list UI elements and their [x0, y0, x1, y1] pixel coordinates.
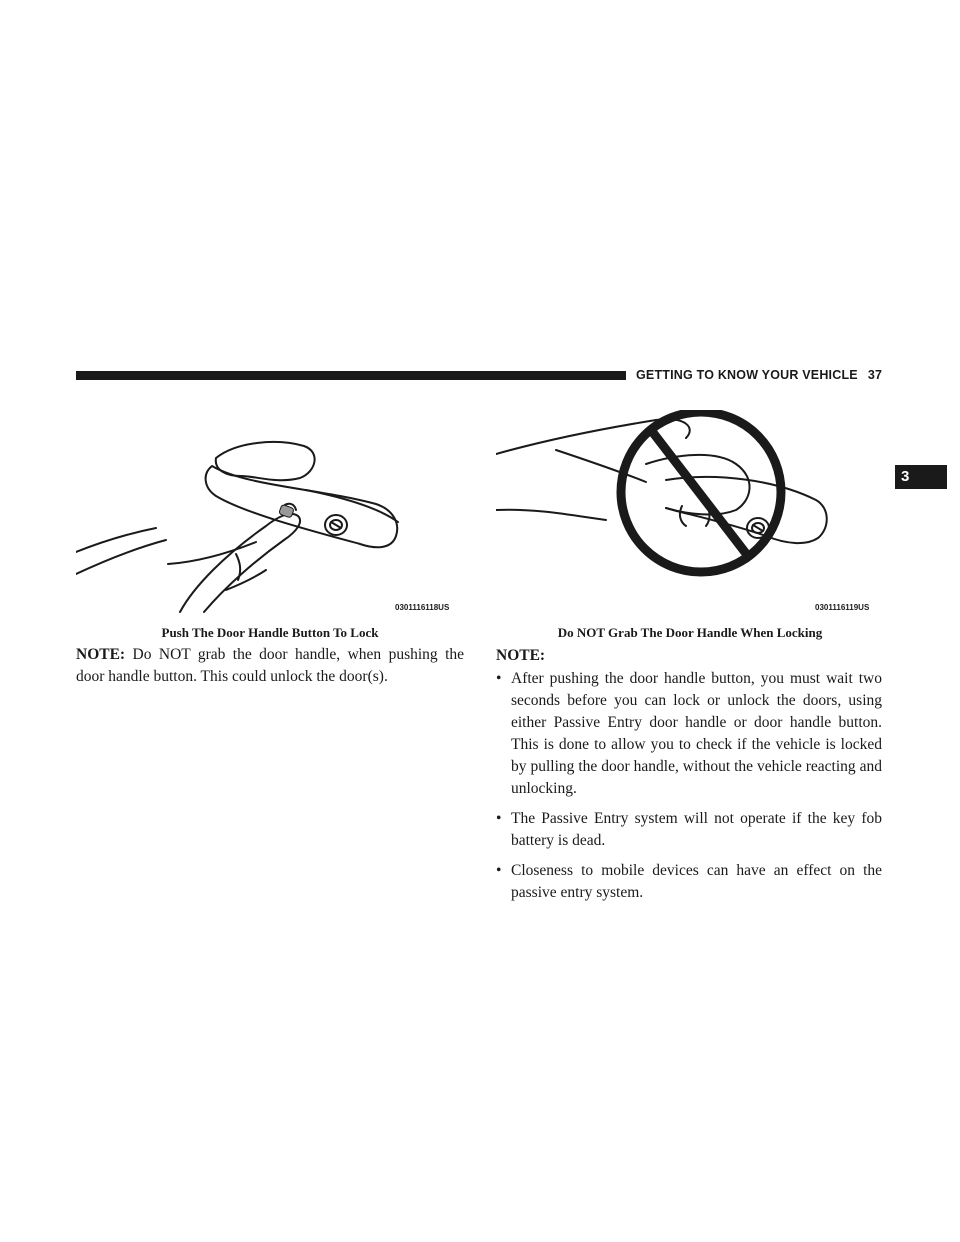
list-item: • Closeness to mobile devices can have an effect on the passive entry system. [496, 862, 882, 901]
note-bullet-list [496, 668, 882, 912]
page-number: 37 [867, 368, 883, 382]
figure-caption: Do NOT Grab The Door Handle When Locking [557, 625, 823, 640]
figure-caption: Push The Door Handle Button To Lock [161, 625, 379, 640]
running-header [636, 368, 882, 382]
door-handle-grab-prohibited-illustration [496, 410, 886, 605]
list-item: • After pushing the door handle button, you must wait two seconds before you can lock or unlock the doors, using either Passive Entry door handle or door handle button. This is done to allow you to check if the vehicle is locked by pulling the door handle, without the vehicle reacting and unlocking. [496, 670, 882, 797]
header-rule [76, 371, 626, 380]
door-handle-push-illustration [76, 436, 466, 616]
section-title: GETTING TO KNOW YOUR VEHICLE [636, 368, 858, 382]
figure-code: 0301116119US [815, 603, 870, 612]
note-text: Do NOT grab the door handle, when pushing the door handle button. This could unlock the door(s). [76, 646, 465, 685]
bullet-icon: • [496, 670, 502, 687]
note-heading: NOTE: [496, 647, 546, 664]
bullet-icon: • [496, 810, 502, 827]
list-item: • The Passive Entry system will not operate if the key fob battery is dead. [496, 810, 882, 849]
note-label: NOTE: [76, 646, 126, 663]
bullet-icon: • [496, 862, 502, 879]
note-paragraph [76, 644, 464, 688]
figure-code: 0301116118US [395, 603, 450, 612]
chapter-tab: 3 [895, 465, 947, 489]
